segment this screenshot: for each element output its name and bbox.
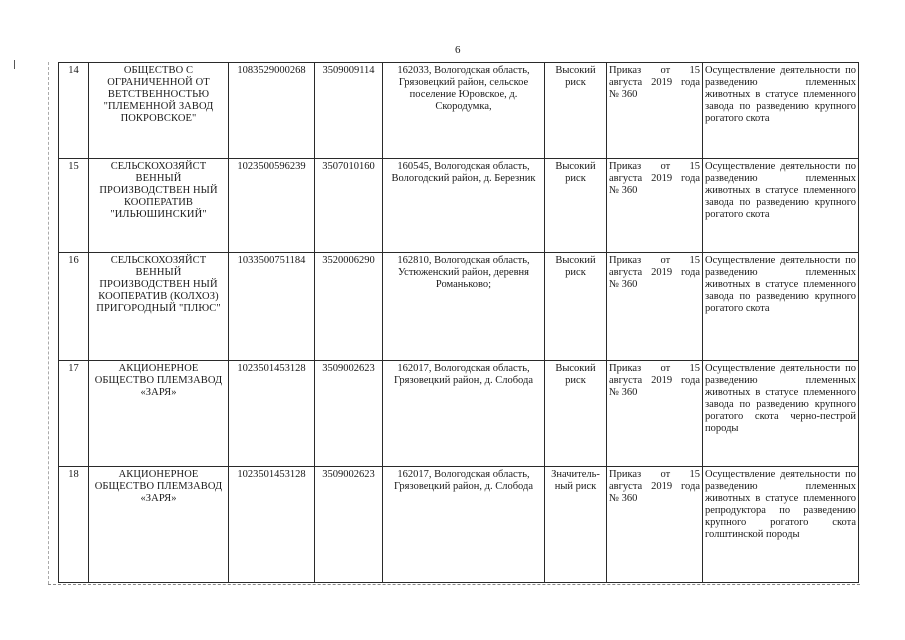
table-row (59, 467, 859, 583)
inn-cell: 3509002623 (315, 361, 383, 467)
row-number: 14 (59, 63, 89, 159)
table-row (59, 63, 859, 159)
address-cell: 162810, Вологодская область, Устюженский район, деревня Романьково; (383, 253, 545, 361)
address-cell: 162033, Вологодская область, Грязовецкий район, сельское поселение Юровское, д. Скородумка, (383, 63, 545, 159)
table-row (59, 361, 859, 467)
row-number: 15 (59, 159, 89, 253)
ogrn-cell: 1083529000268 (229, 63, 315, 159)
activity-description: Осуществление деятельности по разведению племенных животных в статусе племенного репродуктора по разведению крупного рогатого скота голштинской породы (703, 467, 859, 583)
organization-name: СЕЛЬСКОХОЗЯЙСТ ВЕННЫЙ ПРОИЗВОДСТВЕН НЫЙ КООПЕРАТИВ (КОЛХОЗ) ПРИГОРОДНЫЙ "ПЛЮС" (89, 253, 229, 361)
page-number: 6 (455, 44, 461, 56)
order-reference: Приказ от 15 августа 2019 года № 360 (607, 253, 703, 361)
row-number: 18 (59, 467, 89, 583)
risk-category: Высокий риск (545, 253, 607, 361)
address-cell: 160545, Вологодская область, Вологодский район, д. Березник (383, 159, 545, 253)
ogrn-cell: 1023500596239 (229, 159, 315, 253)
organization-name: АКЦИОНЕРНОЕ ОБЩЕСТВО ПЛЕМЗАВОД «ЗАРЯ» (89, 361, 229, 467)
bottom-edge-line (48, 584, 860, 585)
row-number: 16 (59, 253, 89, 361)
inn-cell: 3507010160 (315, 159, 383, 253)
inn-cell: 3509009114 (315, 63, 383, 159)
order-reference: Приказ от 15 августа 2019 года № 360 (607, 361, 703, 467)
activity-description: Осуществление деятельности по разведению племенных животных в статусе племенного завода по разведению крупного рогатого скота (703, 63, 859, 159)
activity-description: Осуществление деятельности по разведению племенных животных в статусе племенного завода по разведению крупного рогатого скота (703, 159, 859, 253)
address-cell: 162017, Вологодская область, Грязовецкий район, д. Слобода (383, 361, 545, 467)
order-reference: Приказ от 15 августа 2019 года № 360 (607, 63, 703, 159)
ogrn-cell: 1023501453128 (229, 467, 315, 583)
organization-name: СЕЛЬСКОХОЗЯЙСТ ВЕННЫЙ ПРОИЗВОДСТВЕН НЫЙ КООПЕРАТИВ "ИЛЬЮШИНСКИЙ" (89, 159, 229, 253)
activity-description: Осуществление деятельности по разведению племенных животных в статусе племенного завода по разведению крупного рогатого скота черно-пестрой породы (703, 361, 859, 467)
risk-category: Высокий риск (545, 63, 607, 159)
margin-mark (14, 60, 15, 69)
table-row (59, 253, 859, 361)
inn-cell: 3520006290 (315, 253, 383, 361)
risk-category: Значитель-ный риск (545, 467, 607, 583)
left-margin-line (48, 62, 49, 584)
ogrn-cell: 1033500751184 (229, 253, 315, 361)
table-row (59, 159, 859, 253)
address-cell: 162017, Вологодская область, Грязовецкий район, д. Слобода (383, 467, 545, 583)
registry-table (58, 62, 859, 583)
organization-name: ОБЩЕСТВО С ОГРАНИЧЕННОЙ ОТ ВЕТСТВЕННОСТЬЮ "ПЛЕМЕННОЙ ЗАВОД ПОКРОВСКОЕ" (89, 63, 229, 159)
ogrn-cell: 1023501453128 (229, 361, 315, 467)
activity-description: Осуществление деятельности по разведению племенных животных в статусе племенного завода по разведению крупного рогатого скота (703, 253, 859, 361)
order-reference: Приказ от 15 августа 2019 года № 360 (607, 467, 703, 583)
risk-category: Высокий риск (545, 361, 607, 467)
risk-category: Высокий риск (545, 159, 607, 253)
row-number: 17 (59, 361, 89, 467)
inn-cell: 3509002623 (315, 467, 383, 583)
order-reference: Приказ от 15 августа 2019 года № 360 (607, 159, 703, 253)
organization-name: АКЦИОНЕРНОЕ ОБЩЕСТВО ПЛЕМЗАВОД «ЗАРЯ» (89, 467, 229, 583)
